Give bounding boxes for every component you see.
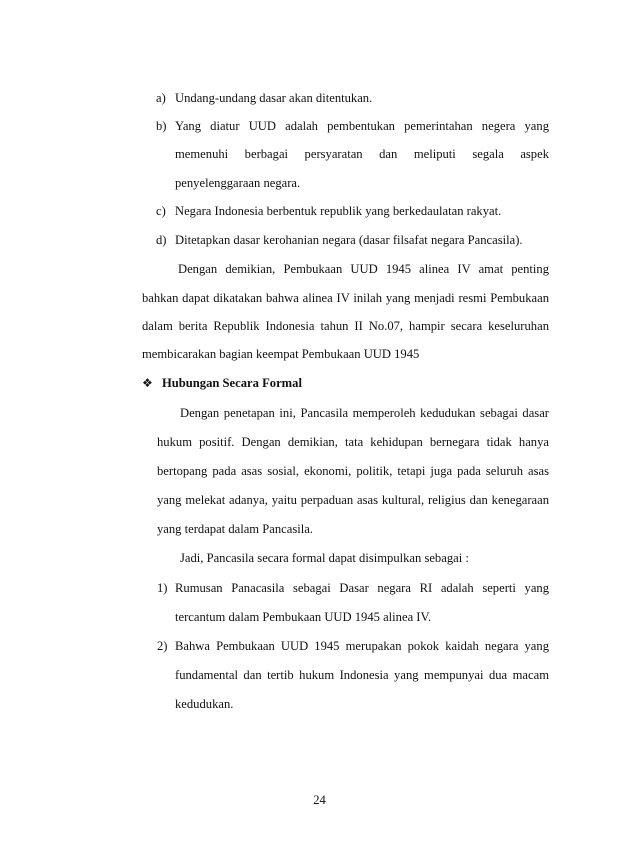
paragraph-line: Dengan penetapan ini, Pancasila memperoleh kedudukan sebagai dasar bbox=[180, 406, 549, 420]
paragraph-line: bahkan dapat dikatakan bahwa alinea IV inilah yang menjadi resmi Pembukaan bbox=[142, 291, 549, 305]
list-marker: 1) bbox=[157, 581, 168, 595]
paragraph-line: membicarakan bagian keempat Pembukaan UUD 1945 bbox=[142, 347, 420, 361]
page-number: 24 bbox=[313, 793, 326, 807]
list-item-text: kedudukan. bbox=[175, 697, 234, 711]
paragraph-line: dalam berita Republik Indonesia tahun II No.07, hampir secara keseluruhan bbox=[142, 319, 549, 333]
list-item-text: Undang-undang dasar akan ditentukan. bbox=[175, 91, 373, 105]
list-item-text: Ditetapkan dasar kerohanian negara (dasar filsafat negara Pancasila). bbox=[175, 233, 523, 247]
list-item-text: Rumusan Panacasila sebagai Dasar negara RI adalah seperti yang bbox=[175, 581, 549, 595]
list-item-text: Yang diatur UUD adalah pembentukan pemerintahan negera yang bbox=[175, 119, 549, 133]
list-marker: 2) bbox=[157, 639, 168, 653]
list-marker: a) bbox=[156, 91, 166, 105]
list-item-text: fundamental dan tertib hukum Indonesia yang mempunyai dua macam bbox=[175, 668, 549, 682]
list-item-text: memenuhi berbagai persyaratan dan meliputi segala aspek bbox=[175, 147, 549, 161]
list-item-text: Negara Indonesia berbentuk republik yang berkedaulatan rakyat. bbox=[175, 204, 502, 218]
list-marker: c) bbox=[156, 204, 166, 218]
paragraph-line: yang terdapat dalam Pancasila. bbox=[157, 522, 313, 536]
list-marker: b) bbox=[156, 119, 167, 133]
list-item-text: tercantum dalam Pembukaan UUD 1945 alinea IV. bbox=[175, 610, 432, 624]
paragraph-line: Dengan demikian, Pembukaan UUD 1945 alinea IV amat penting bbox=[178, 262, 549, 276]
paragraph-line: hukum positif. Dengan demikian, tata kehidupan bernegara tidak hanya bbox=[157, 435, 549, 449]
list-item-text: penyelenggaraan negara. bbox=[175, 176, 301, 190]
list-item-text: Bahwa Pembukaan UUD 1945 merupakan pokok kaidah negara yang bbox=[175, 639, 549, 653]
diamond-bullet-icon: ❖ bbox=[142, 376, 153, 390]
paragraph-line: Jadi, Pancasila secara formal dapat disimpulkan sebagai : bbox=[180, 551, 469, 565]
list-marker: d) bbox=[156, 233, 167, 247]
paragraph-line: yang melekat adanya, yaitu perpaduan asas kultural, religius dan kenegaraan bbox=[157, 493, 549, 507]
section-heading: Hubungan Secara Formal bbox=[162, 376, 302, 390]
paragraph-line: bertopang pada asas sosial, ekonomi, politik, tetapi juga pada seluruh asas bbox=[157, 464, 549, 478]
